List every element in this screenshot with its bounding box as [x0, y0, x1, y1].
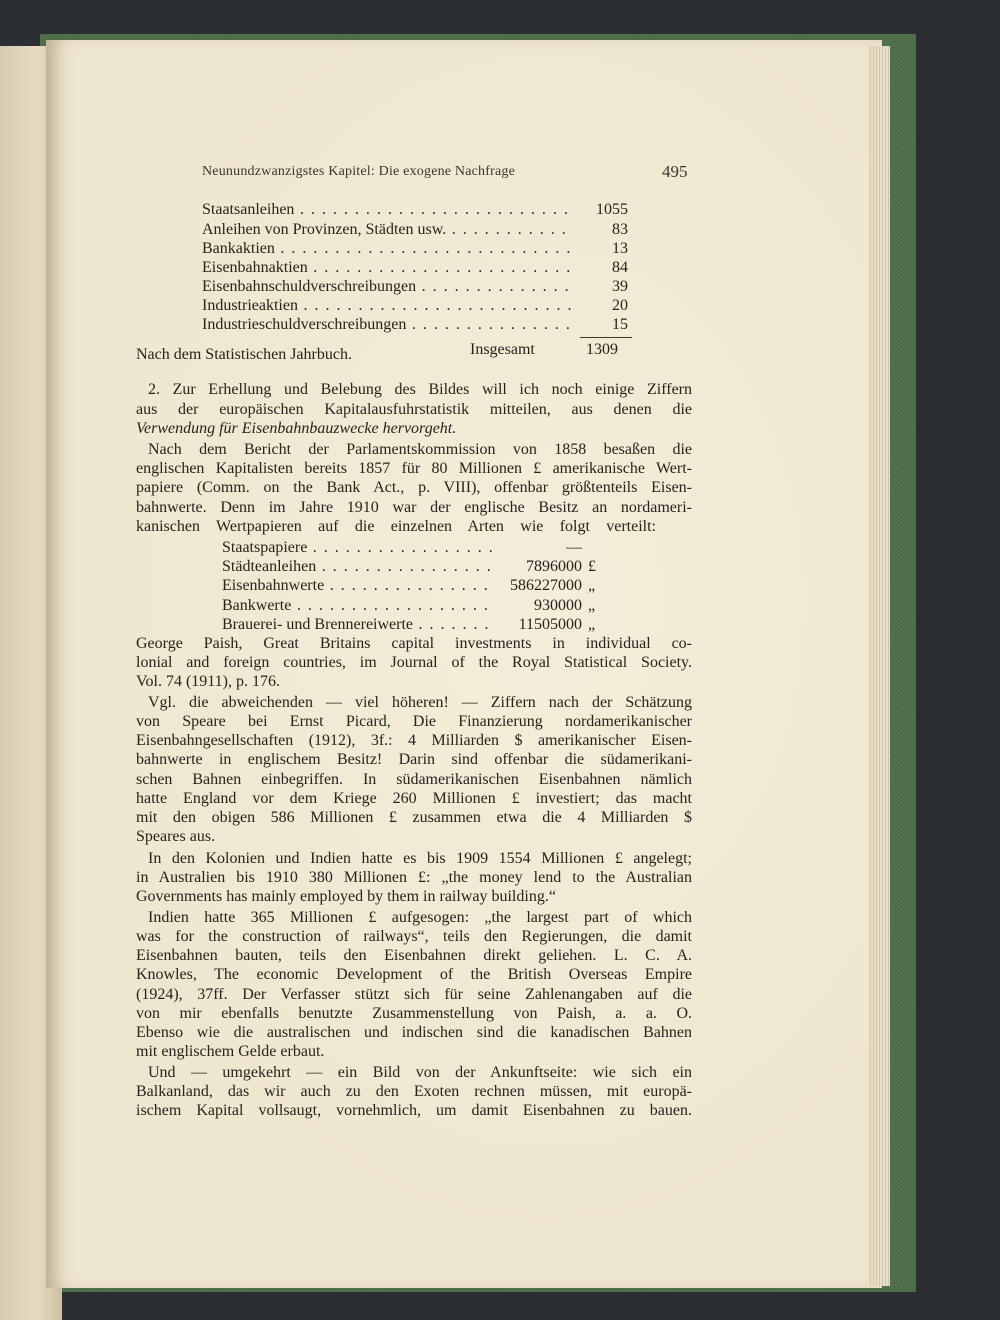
row-label: Bankaktien . . . [202, 239, 574, 259]
row-unit: „ [588, 577, 596, 594]
text-line: lonial and foreign countries, im Journal of the Royal Statistical Society. [136, 654, 692, 671]
text-line: Nach dem Bericht der Parlamentskommission von 1858 besaßen die [148, 441, 692, 458]
text-line: was for the construction of railways“, teils den Regierungen, die damit [136, 928, 692, 945]
table-row [222, 576, 622, 596]
row-value: — [566, 539, 582, 556]
row-value: 586227000 [510, 577, 582, 594]
text-line: George Paish, Great Britains capital investments in individual co- [136, 635, 692, 652]
table-row [202, 296, 628, 316]
total-value: 1309 [586, 341, 618, 358]
row-value: 15 [612, 316, 628, 333]
text-line: aus der europäischen Kapitalausfuhrstatistik mitteilen, aus denen die [136, 401, 692, 418]
text-line: in Australien bis 1910 380 Millionen £: „the money lend to the Australian [136, 869, 692, 886]
text-line: hatte England vor dem Kriege 260 Millionen £ investiert; das macht [136, 790, 692, 807]
text-line: bahnwerte in englischem Besitz! Darin sind offenbar die südamerikani- [136, 751, 692, 768]
row-label: Eisenbahnschuldverschreibungen . . . [202, 277, 574, 297]
text-line: Governments has mainly employed by them in railway building.“ [136, 888, 556, 905]
row-unit: £ [588, 558, 596, 575]
text-line: schen Bahnen einbegriffen. In südamerikanischen Eisenbahnen nämlich [136, 771, 692, 788]
table-row [202, 315, 628, 335]
table-row [202, 239, 628, 259]
table-row [202, 220, 628, 240]
text-line: Eisenbahnen bauten, teils den Eisenbahnen direkt geliehen. L. C. A. [136, 947, 692, 964]
row-label: Städteanleihen . . . [222, 557, 492, 577]
table-row [222, 596, 622, 616]
row-value: 1055 [596, 201, 628, 218]
text-line: Speares aus. [136, 828, 216, 845]
sum-rule [580, 337, 632, 338]
text-line: von Speare bei Ernst Picard, Die Finanzierung nordamerikanischer [136, 713, 692, 730]
text-line: von mir ebenfalls benutzte Zusammenstellung von Paish, a. a. O. [136, 1005, 692, 1022]
text-line: mit den obigen 586 Millionen £ zusammen etwa die 4 Milliarden $ [136, 809, 692, 826]
text-line: (1924), 37ff. Der Verfasser stützt sich für seine Zahlenangaben auf die [136, 986, 692, 1003]
text-line: ischem Kapital vollsaugt, vornehmlich, um damit Eisenbahnen zu bauen. [136, 1102, 692, 1119]
text-line: Und — umgekehrt — ein Bild von der Ankunftseite: wie sich ein [148, 1064, 692, 1081]
table-row [202, 277, 628, 297]
row-value: 83 [612, 221, 628, 238]
row-value: 7896000 [526, 558, 582, 575]
row-value: 20 [612, 297, 628, 314]
source-note: Nach dem Statistischen Jahrbuch. [136, 346, 352, 363]
text-line: Balkanland, das wir auch zu den Exoten rechnen müssen, mit europä- [136, 1083, 692, 1100]
row-label: Industrieschuldverschreibungen . . . [202, 315, 574, 335]
row-label: Eisenbahnwerte . . . [222, 576, 492, 596]
text-line: papiere (Comm. on the Bank Act., p. VIII), offenbar größtenteils Eisen- [136, 479, 692, 496]
text-line: 2. Zur Erhellung und Belebung des Bildes will ich noch einige Ziffern [148, 381, 692, 398]
page-number: 495 [662, 162, 688, 181]
total-label: Insgesamt [470, 341, 535, 358]
row-value: 84 [612, 259, 628, 276]
row-label: Brauerei- und Brennereiwerte . . . [222, 615, 492, 635]
row-label: Industrieaktien . . . [202, 296, 574, 316]
text-line: mit englischem Gelde erbaut. [136, 1043, 325, 1060]
row-unit: „ [588, 616, 596, 633]
row-label: Staatsanleihen . . . [202, 200, 574, 220]
text-line: kanischen Wertpapieren auf die einzelnen Arten wie folgt verteilt: [136, 518, 656, 535]
text-line: bahnwerte. Denn im Jahre 1910 war der englische Besitz an nordameri- [136, 499, 692, 516]
text-line: Verwendung für Eisenbahnbauzwecke hervorgeht. [136, 420, 457, 437]
text-line: Vgl. die abweichenden — viel höheren! — Ziffern nach der Schätzung [148, 694, 692, 711]
text-line: Vol. 74 (1911), p. 176. [136, 673, 280, 690]
table-row [222, 557, 622, 577]
row-value: 13 [612, 240, 628, 257]
text-line: Eisenbahngesellschaften (1912), 3f.: 4 Milliarden $ amerikanischer Eisen- [136, 732, 692, 749]
running-title: Neunundzwanzigstes Kapitel: Die exogene Nachfrage [202, 164, 516, 179]
text-line: Ebenso wie die australischen und indischen sind die kanadischen Bahnen [136, 1024, 692, 1041]
row-value: 39 [612, 278, 628, 295]
row-label: Eisenbahnaktien . . . [202, 258, 574, 278]
row-label: Staatspapiere . . . [222, 538, 492, 558]
table-row [202, 258, 628, 278]
text-line: In den Kolonien und Indien hatte es bis 1909 1554 Millionen £ angelegt; [148, 850, 692, 867]
text-line: englischen Kapitalisten bereits 1857 für 80 Millionen £ amerikanische Wert- [136, 460, 692, 477]
table-row [202, 200, 628, 220]
row-label: Anleihen von Provinzen, Städten usw. . . . [202, 220, 574, 240]
row-unit: „ [588, 597, 596, 614]
row-label: Bankwerte . . . [222, 596, 492, 616]
table-row [222, 538, 622, 558]
row-value: 930000 [534, 597, 582, 614]
table-row [222, 615, 622, 635]
row-value: 11505000 [518, 616, 582, 633]
text-line: Indien hatte 365 Millionen £ aufgesogen: „the largest part of which [148, 909, 692, 926]
text-line: Knowles, The economic Development of the British Overseas Empire [136, 966, 692, 983]
